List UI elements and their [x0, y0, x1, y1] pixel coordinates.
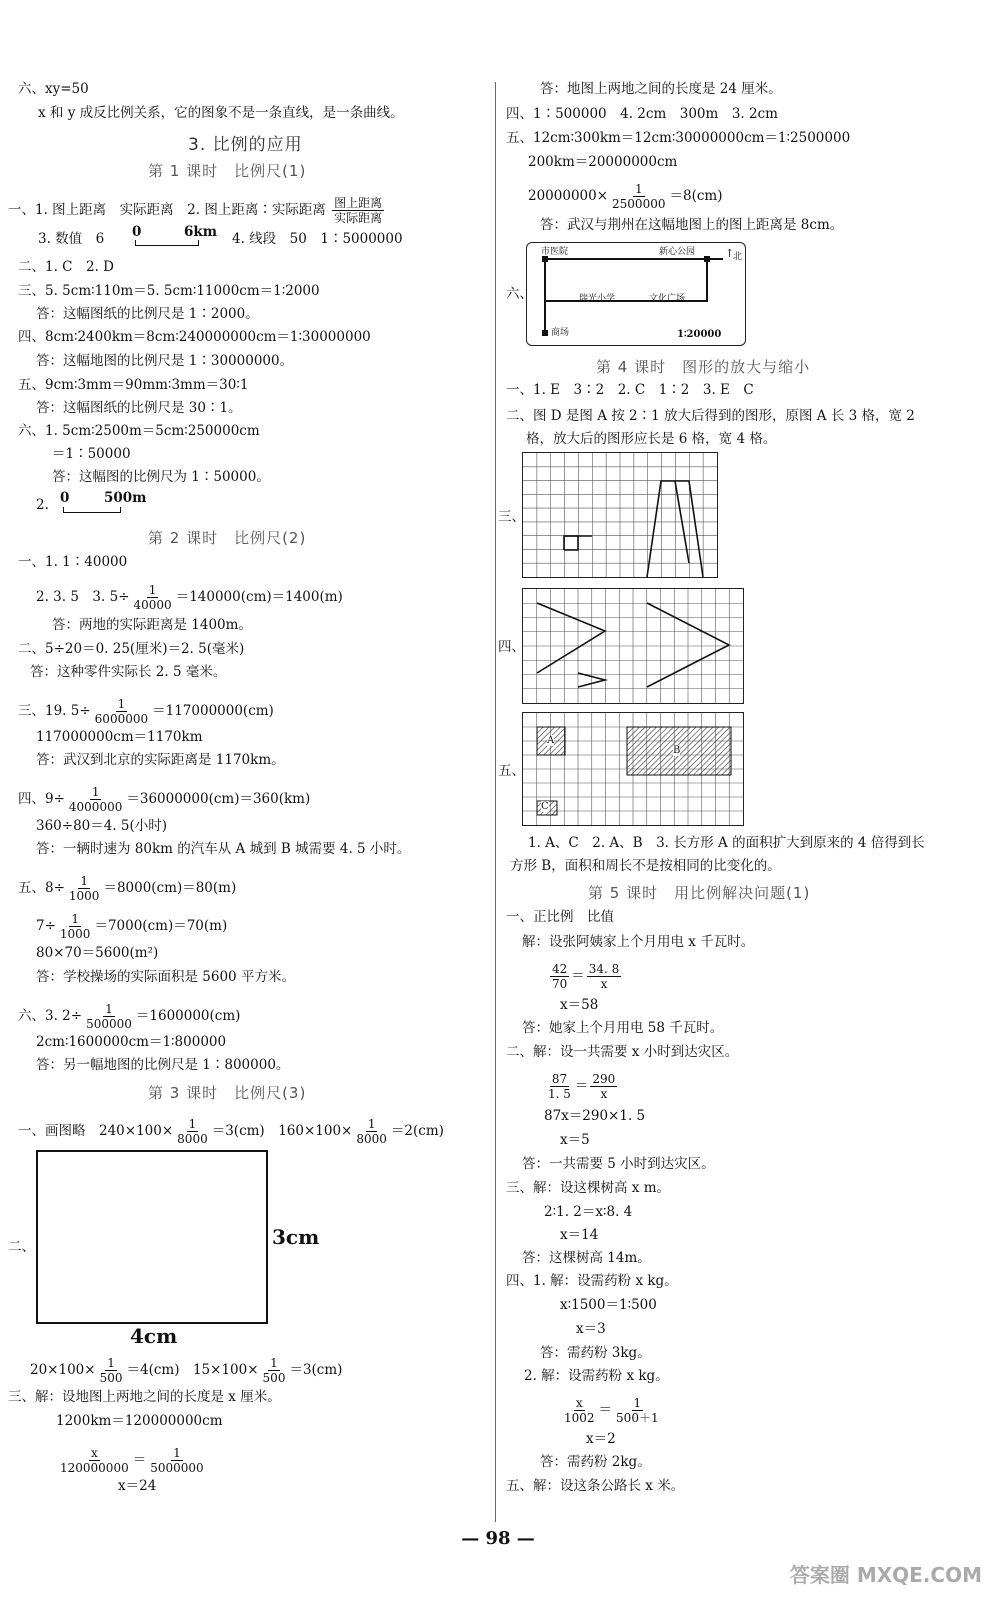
text-line: 答：这幅图纸的比例尺是 1∶2000。 — [36, 306, 259, 322]
text-line: 答：这幅地图的比例尺是 1∶30000000。 — [36, 353, 294, 369]
text-line: 答：地图上两地之间的长度是 24 厘米。 — [540, 81, 782, 97]
text-line: 2cm∶1600000cm＝1∶800000 — [36, 1034, 227, 1050]
grid-3-svg — [523, 453, 717, 577]
watermark: 答案圈 MXQE.COM — [789, 1563, 982, 1587]
text-line: 六、xy=50 — [18, 81, 89, 97]
text-line: 答：需药粉 3kg。 — [540, 1345, 651, 1361]
fraction: $\frac{1}{6000000}$ — [94, 697, 149, 726]
section-title: 3. 比例的应用 — [188, 135, 303, 155]
text-line: 一、画图略 240×100× $\frac{1}{8000}$ ＝3(cm) 160×100× $\frac{1}{8000}$ ＝2(cm) — [18, 1117, 444, 1146]
text-line: 五、12cm∶300km＝12cm∶30000000cm＝1∶2500000 — [506, 130, 851, 146]
text-line: $\frac{87}{1. 5}$ ＝ $\frac{290}{x}$ — [548, 1072, 616, 1101]
text-line: 360÷80＝4. 5(小时) — [36, 818, 168, 834]
text-line: 四、 — [498, 639, 525, 655]
scaled-rectangle — [36, 1150, 268, 1324]
map-scale: 1∶20000 — [677, 329, 722, 340]
lesson-heading: 第 3 课时 比例尺(3) — [148, 1084, 307, 1102]
text-line: $\frac{x}{120000000}$ ＝ $\frac{1}{5000000}$ — [60, 1446, 204, 1475]
text-line: 四、1. 解：设需药粉 x kg。 — [506, 1273, 678, 1289]
text-line: x＝14 — [560, 1227, 599, 1243]
text-line: 1200km＝120000000cm — [56, 1413, 223, 1429]
text-line: 一、1. 图上距离 实际距离 2. 图上距离∶实际距离 图上距离 实际距离 — [8, 196, 383, 225]
fraction: 图上距离 实际距离 — [334, 196, 383, 225]
text-line: 117000000cm＝1170km — [36, 729, 203, 745]
fraction: $\frac{290}{x}$ — [592, 1072, 616, 1101]
fraction: $\frac{1}{2500000}$ — [612, 182, 666, 211]
text-line: 三、解：设地图上两地之间的长度是 x 厘米。 — [8, 1389, 281, 1405]
fraction: $\frac{1}{8000}$ — [177, 1117, 208, 1146]
text-line: x∶1500＝1∶500 — [560, 1297, 657, 1313]
text-line: 六、1. 5cm∶2500m＝5cm∶250000cm — [18, 423, 260, 439]
text-line: 答：她家上个月用电 58 千瓦时。 — [522, 1020, 724, 1036]
fraction: $\frac{1}{500}$ — [99, 1356, 123, 1385]
text-line: 解：设张阿姨家上个月用电 x 千瓦时。 — [522, 934, 755, 950]
scale-bar-6km: 0 6km — [132, 224, 222, 248]
text-line: 答：两地的实际距离是 1400m。 — [52, 617, 252, 633]
text-line: x＝24 — [118, 1478, 157, 1494]
grid-figure-5 — [522, 712, 744, 826]
text-line: 20000000× $\frac{1}{2500000}$ ＝8(cm) — [528, 182, 723, 211]
text-line: 六、3. 2÷ $\frac{1}{500000}$ ＝1600000(cm) — [18, 1002, 241, 1031]
label-b: B — [673, 745, 681, 756]
text-line: 二、1. C 2. D — [18, 259, 114, 275]
fraction: $\frac{1}{1000}$ — [59, 912, 91, 941]
fraction: $\frac{1}{500}$ — [262, 1356, 286, 1385]
north-icon: ↑ — [725, 247, 735, 260]
grid-figure-3 — [522, 452, 718, 578]
fraction: $\frac{1}{500+1}$ — [616, 1396, 659, 1425]
text-line: 答：这棵树高 14m。 — [522, 1250, 651, 1266]
map-label-hospital: 市医院 — [541, 247, 569, 257]
text-line: 3. 数值 6 — [38, 231, 105, 247]
text-line: 2∶1. 2＝x∶8. 4 — [544, 1204, 633, 1220]
text-line: 方形 B，面积和周长不是按相同的比变化的。 — [510, 858, 781, 874]
lesson-heading: 第 1 课时 比例尺(1) — [148, 162, 307, 180]
text-line: 答：另一幅地图的比例尺是 1∶800000。 — [36, 1057, 290, 1073]
map-label-school: 瑞光小学 — [579, 294, 616, 304]
text-line: ＝1∶50000 — [52, 446, 131, 462]
text-line: 三、解：设这棵树高 x m。 — [506, 1180, 670, 1196]
text-line: 五、9cm∶3mm＝90mm∶3mm＝30∶1 — [18, 377, 249, 393]
lesson-heading: 第 4 课时 图形的放大与缩小 — [596, 358, 811, 376]
scale-bar-500m: 0 500m — [60, 490, 160, 516]
fraction: $\frac{42}{70}$ — [552, 962, 568, 991]
text-line: 三、19. 5÷ $\frac{1}{6000000}$ ＝117000000(cm) — [18, 697, 274, 726]
text-line: 三、 — [498, 509, 525, 525]
text-line: 答：这种零件实际长 2. 5 毫米。 — [30, 664, 227, 680]
text-line: $\frac{42}{70}$ ＝ $\frac{34. 8}{x}$ — [552, 962, 620, 991]
map-label-plaza: 文化广场 — [649, 294, 686, 304]
text-line: x＝3 — [576, 1321, 606, 1337]
text-line: 四、1∶500000 4. 2cm 300m 3. 2cm — [506, 106, 778, 122]
text-line: 一、1. 1∶40000 — [18, 554, 128, 570]
text-line: 1. A、C 2. A、B 3. 长方形 A 的面积扩大到原来的 4 倍得到长 — [528, 835, 925, 851]
map-label-north: 北 — [733, 252, 743, 262]
grid-5-svg — [523, 713, 743, 825]
fraction: $\frac{1}{5000000}$ — [150, 1446, 204, 1475]
column-divider — [495, 82, 496, 1522]
fraction: $\frac{1}{8000}$ — [356, 1117, 387, 1146]
rect-height-label: 3cm — [272, 1225, 320, 1249]
text-line: 4. 线段 50 1∶5000000 — [232, 231, 403, 247]
text-line: 五、8÷ $\frac{1}{1000}$ ＝8000(cm)＝80(m) — [18, 874, 237, 903]
text-line: 一、1. E 3∶2 2. C 1∶2 3. E C — [506, 382, 754, 398]
text-line: x＝58 — [560, 997, 599, 1013]
route-map — [526, 242, 746, 346]
text-line: 2. 3. 5 3. 5÷ $\frac{1}{40000}$ ＝140000(cm)＝1400(m) — [36, 583, 343, 612]
lesson-heading: 第 2 课时 比例尺(2) — [148, 529, 307, 547]
text-line: 答：武汉到北京的实际距离是 1170km。 — [36, 752, 285, 768]
text-line: 二、5÷20＝0. 25(厘米)＝2. 5(毫米) — [18, 641, 245, 657]
map-label-market: 商场 — [551, 328, 570, 338]
text-line: 答：一共需要 5 小时到达灾区。 — [522, 1156, 715, 1172]
text-line: 格，放大后的图形应长是 6 格，宽 4 格。 — [526, 431, 777, 447]
text-line: 三、5. 5cm∶110m＝5. 5cm∶11000cm＝1∶2000 — [18, 283, 320, 299]
text-line: 80×70＝5600(m²) — [36, 945, 159, 961]
text-line: 答：一辆时速为 80km 的汽车从 A 城到 B 城需要 4. 5 小时。 — [36, 841, 411, 857]
label-a: A — [547, 735, 555, 746]
text-line: 20×100× $\frac{1}{500}$ ＝4(cm) 15×100× $\frac{1}{500}$ ＝3(cm) — [30, 1356, 343, 1385]
text-line: 五、解：设这条公路长 x 米。 — [506, 1478, 685, 1494]
fraction: $\frac{1}{1000}$ — [68, 874, 100, 903]
fraction: $\frac{x}{120000000}$ — [60, 1446, 129, 1475]
text-line: 答：武汉与荆州在这幅地图上的图上距离是 8cm。 — [540, 217, 844, 233]
text-line: 2. 解：设需药粉 x kg。 — [524, 1368, 669, 1384]
text-line: 二、图 D 是图 A 按 2∶1 放大后得到的图形，原图 A 长 3 格，宽 2 — [506, 408, 915, 424]
text-line: $\frac{x}{1002}$ ＝ $\frac{1}{500+1}$ — [564, 1396, 659, 1425]
text-line: x 和 y 成反比例关系，它的图象不是一条直线，是一条曲线。 — [38, 105, 404, 121]
text-line: 六、 — [506, 286, 533, 302]
text-line: 87x＝290×1. 5 — [544, 1108, 646, 1124]
fraction: $\frac{1}{4000000}$ — [68, 785, 123, 814]
text-line: 一、正比例 比值 — [506, 909, 614, 925]
grid-figure-4 — [522, 588, 744, 704]
fraction: $\frac{1}{40000}$ — [133, 583, 172, 612]
grid-4-svg — [523, 589, 743, 703]
fraction: $\frac{x}{1002}$ — [564, 1396, 595, 1425]
page-number: — 98 — — [461, 1528, 535, 1549]
text-line: 答：这幅图纸的比例尺是 30∶1。 — [36, 400, 242, 416]
fraction: $\frac{1}{500000}$ — [86, 1002, 132, 1031]
text-line: 二、 — [8, 1239, 35, 1255]
fraction: $\frac{34. 8}{x}$ — [588, 962, 620, 991]
fraction: $\frac{87}{1. 5}$ — [548, 1072, 571, 1101]
text-line: 四、8cm∶2400km＝8cm∶240000000cm＝1∶30000000 — [18, 329, 371, 345]
text-line: 二、解：设一共需要 x 小时到达灾区。 — [506, 1044, 739, 1060]
text-line: 答：需药粉 2kg。 — [540, 1454, 651, 1470]
text-line: 答：这幅图的比例尺为 1∶50000。 — [52, 469, 270, 485]
text-line: 200km＝20000000cm — [528, 154, 678, 170]
text-line: 7÷ $\frac{1}{1000}$ ＝7000(cm)＝70(m) — [36, 912, 228, 941]
text-line: 2. — [36, 497, 49, 513]
rect-width-label: 4cm — [130, 1324, 178, 1348]
text-line: 五、 — [498, 763, 525, 779]
label-c: C — [541, 801, 549, 812]
map-label-park: 新心公园 — [659, 247, 696, 257]
text-line: x＝5 — [560, 1132, 590, 1148]
text-line: 答：学校操场的实际面积是 5600 平方米。 — [36, 969, 295, 985]
lesson-heading: 第 5 课时 用比例解决问题(1) — [588, 884, 811, 902]
text-line: x＝2 — [586, 1431, 616, 1447]
text-line: 四、9÷ $\frac{1}{4000000}$ ＝36000000(cm)＝360(km) — [18, 785, 311, 814]
